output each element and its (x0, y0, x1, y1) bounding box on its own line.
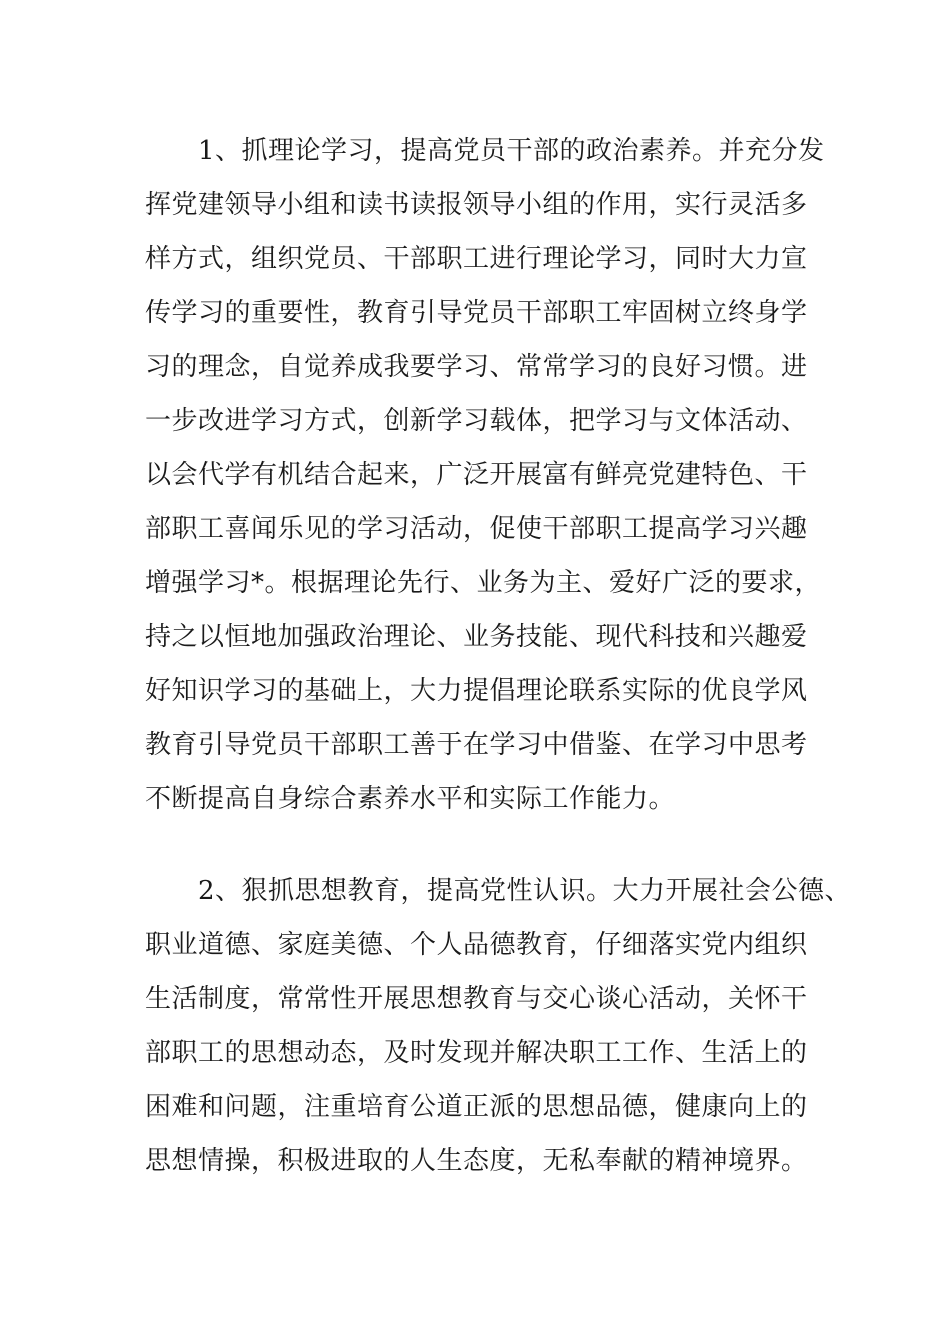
paragraph-line: 教育引导党员干部职工善于在学习中借鉴、在学习中思考 (145, 730, 808, 760)
paragraph-ideological-education (145, 864, 852, 1188)
paragraph-line: 持之以恒地加强政治理论、业务技能、现代科技和兴趣爱 (145, 622, 808, 652)
paragraph-line: 以会代学有机结合起来，广泛开展富有鲜亮党建特色、干 (145, 460, 808, 490)
paragraph-line: 习的理念，自觉养成我要学习、常常学习的良好习惯。进 (145, 352, 808, 382)
paragraph-line: 一步改进学习方式，创新学习载体，把学习与文体活动、 (145, 406, 808, 436)
paragraph-line: 生活制度，常常性开展思想教育与交心谈心活动，关怀干 (145, 984, 808, 1014)
paragraph-theory-study (145, 124, 835, 826)
paragraph-line: 增强学习*。根据理论先行、业务为主、爱好广泛的要求， (145, 568, 822, 598)
paragraph-line: 好知识学习的基础上，大力提倡理论联系实际的优良学风 (145, 676, 808, 706)
paragraph-line: 2、狠抓思想教育，提高党性认识。大力开展社会公德、 (145, 876, 852, 906)
paragraph-line: 部职工喜闻乐见的学习活动，促使干部职工提高学习兴趣 (145, 514, 808, 544)
paragraph-line: 困难和问题，注重培育公道正派的思想品德，健康向上的 (145, 1092, 808, 1122)
paragraph-line: 不断提高自身综合素养水平和实际工作能力。 (145, 784, 676, 814)
paragraph-line: 职业道德、家庭美德、个人品德教育，仔细落实党内组织 (145, 930, 808, 960)
paragraph-line: 部职工的思想动态，及时发现并解决职工工作、生活上的 (145, 1038, 808, 1068)
paragraph-line: 传学习的重要性，教育引导党员干部职工牢固树立终身学 (145, 298, 808, 328)
paragraph-line: 挥党建领导小组和读书读报领导小组的作用，实行灵活多 (145, 190, 808, 220)
paragraph-line: 样方式，组织党员、干部职工进行理论学习，同时大力宣 (145, 244, 808, 274)
paragraph-line: 思想情操，积极进取的人生态度，无私奉献的精神境界。 (145, 1146, 808, 1176)
paragraph-line: 1、抓理论学习，提高党员干部的政治素养。并充分发 (145, 136, 825, 166)
